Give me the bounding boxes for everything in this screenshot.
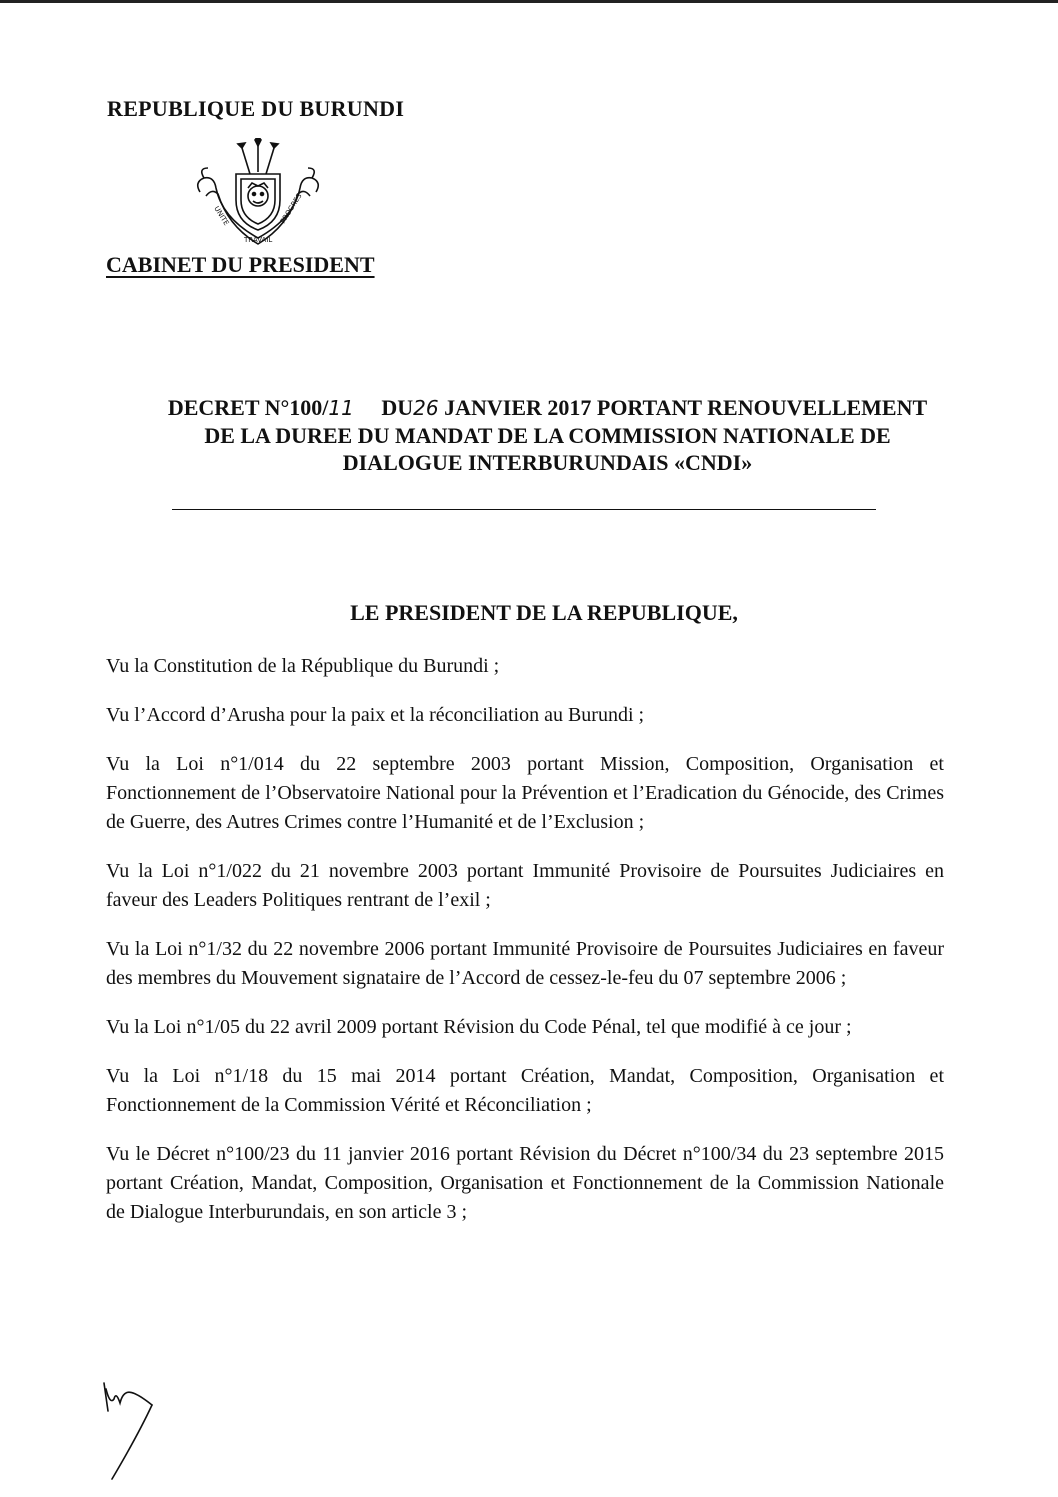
decree-title-rest: JANVIER 2017 PORTANT RENOUVELLEMENT: [444, 395, 928, 420]
title-separator: [172, 509, 876, 510]
decree-title: [60, 394, 1035, 476]
clause-law-1-022: Vu la Loi n°1/022 du 21 novembre 2003 portant Immunité Provisoire de Poursuites Judiciaires en faveur des Leaders Politiques rentrant de l’exil ;: [106, 860, 944, 911]
decree-title-line-3: DIALOGUE INTERBURUNDAIS «CNDI»: [342, 450, 753, 475]
svg-text:TRAVAIL: TRAVAIL: [244, 236, 273, 244]
clause-constitution: Vu la Constitution de la République du Burundi ;: [106, 655, 500, 677]
preamble-heading: LE PRESIDENT DE LA REPUBLIQUE,: [350, 600, 738, 625]
clause-law-1-32: Vu la Loi n°1/32 du 22 novembre 2006 portant Immunité Provisoire de Poursuites Judiciaires en faveur des membres du Mouvement signataire de l’Accord de cessez-le-feu du 07 septembre 2006 ;: [106, 938, 944, 989]
handwritten-initials-icon: [98, 1375, 168, 1485]
svg-text:UNITE: UNITE: [212, 204, 231, 227]
decree-date-prefix: DU: [381, 395, 414, 420]
clause-arusha-accord: Vu l’Accord d’Arusha pour la paix et la réconciliation au Burundi ;: [106, 704, 645, 726]
country-heading: REPUBLIQUE DU BURUNDI: [107, 96, 405, 121]
decree-date-handwritten: 26: [413, 396, 439, 420]
decree-number-prefix: DECRET N°100/: [167, 395, 329, 420]
decree-number-handwritten: 11: [328, 396, 354, 420]
coat-of-arms-icon: [192, 138, 324, 250]
clause-law-1-014: Vu la Loi n°1/014 du 22 septembre 2003 portant Mission, Composition, Organisation et Fonctionnement de l’Observatoire National pour la Prévention et l’Eradication du Génocide, des Crimes de Guerre, des Autres Crimes contre l’Humanité et de l’Exclusion ;: [106, 753, 944, 833]
clause-law-1-05: Vu la Loi n°1/05 du 22 avril 2009 portant Révision du Code Pénal, tel que modifié à ce jour ;: [106, 1016, 852, 1038]
clause-decree-100-23: Vu le Décret n°100/23 du 11 janvier 2016 portant Révision du Décret n°100/34 du 23 septembre 2015 portant Création, Mandat, Composition, Organisation et Fonctionnement de la Commission Nationale de Dialogue Interburundais, en son article 3 ;: [106, 1143, 944, 1223]
preamble-clauses: [106, 652, 944, 1247]
decree-title-line-1: [60, 394, 1035, 422]
clause-law-1-18: Vu la Loi n°1/18 du 15 mai 2014 portant Création, Mandat, Composition, Organisation et Fonctionnement de la Commission Vérité et Réconciliation ;: [106, 1065, 944, 1116]
decree-title-line-2: DE LA DUREE DU MANDAT DE LA COMMISSION NATIONALE DE: [204, 423, 891, 448]
scan-top-edge: [0, 0, 1058, 3]
office-heading: CABINET DU PRESIDENT: [106, 252, 375, 277]
svg-text:PROGRES: PROGRES: [278, 192, 304, 226]
